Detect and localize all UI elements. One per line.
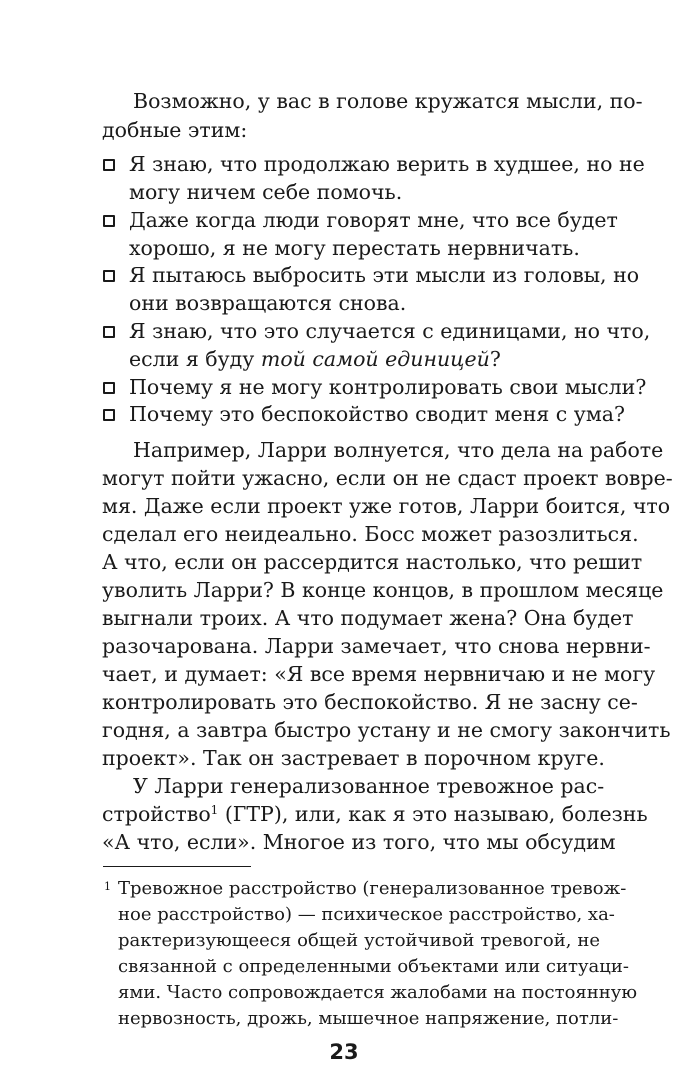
footnote-line-3: рактеризующееся общей устойчивой тревогой, не [118, 930, 600, 951]
checklist-item-1-line-2: могу ничем себе помочь. [129, 180, 403, 204]
checklist-item-4-emphasis: той самой единицей [260, 347, 490, 371]
paragraph-1-line-6: уволить Ларри? В конце концов, в прошлом месяце [102, 578, 664, 602]
paragraph-2-line-2-rest: (ГТР), или, как я это называю, болезнь [218, 802, 648, 826]
checklist-item-4-text: если я буду [129, 347, 261, 371]
footnote-line-1: Тревожное расстройство (генерализованное тревож- [118, 878, 627, 899]
paragraph-1-line-7: выгнали троих. А что подумает жена? Она будет [102, 606, 634, 630]
checkbox-icon [103, 382, 115, 394]
footnote-line-2: ное расстройство) — психическое расстройство, ха- [118, 904, 615, 925]
paragraph-1-line-11: годня, а завтра быстро устану и не смогу закончить [102, 718, 671, 742]
checklist-item-4-line-2 [129, 345, 600, 373]
checkbox-icon [103, 326, 115, 338]
checkbox-icon [103, 409, 115, 421]
footnote-divider [103, 866, 251, 867]
footnote-marker: 1 [104, 880, 111, 893]
paragraph-1-line-12: проект». Так он застревает в порочном круге. [102, 746, 605, 770]
checklist-item-4-line-1: Я знаю, что это случается с единицами, но что, [129, 319, 651, 343]
footnote-line-6: нервозность, дрожь, мышечное напряжение, потли- [118, 1008, 619, 1029]
intro-line-1: Возможно, у вас в голове кружатся мысли, по- [133, 89, 643, 113]
checklist-item-4-question-mark: ? [489, 347, 501, 371]
checkbox-icon [103, 215, 115, 227]
intro-line-2: добные этим: [102, 118, 248, 142]
paragraph-2-line-3: «А что, если». Многое из того, что мы обсудим [102, 830, 616, 854]
checklist-item-2-line-1: Даже когда люди говорят мне, что все будет [129, 208, 618, 232]
paragraph-1-line-4: сделал его неидеально. Босс может разозлиться. [102, 522, 639, 546]
paragraph-1-line-8: разочарована. Ларри замечает, что снова нервни- [102, 634, 651, 658]
footnote-reference: 1 [210, 803, 219, 817]
paragraph-2-line-2 [102, 800, 648, 828]
checkbox-icon [103, 270, 115, 282]
checklist-item-5: Почему я не могу контролировать свои мысли? [129, 375, 647, 399]
checklist-item-6: Почему это беспокойство сводит меня с ума? [129, 402, 626, 426]
footnote-line-5: ями. Часто сопровождается жалобами на постоянную [118, 982, 638, 1003]
checkbox-icon [103, 159, 115, 171]
page-number: 23 [329, 1040, 359, 1064]
paragraph-1-line-1: Например, Ларри волнуется, что дела на работе [133, 438, 664, 462]
paragraph-1-line-3: мя. Даже если проект уже готов, Ларри боится, что [102, 494, 671, 518]
paragraph-1-line-10: контролировать это беспокойство. Я не засну се- [102, 690, 638, 714]
paragraph-2-line-2-text: стройство [102, 802, 211, 826]
checklist-item-1-line-1: Я знаю, что продолжаю верить в худшее, но не [129, 152, 645, 176]
paragraph-2-line-1: У Ларри генерализованное тревожное рас- [133, 774, 605, 798]
paragraph-1-line-5: А что, если он рассердится настолько, что решит [102, 550, 643, 574]
checklist-item-3-line-1: Я пытаюсь выбросить эти мысли из головы, но [129, 263, 640, 287]
checklist-item-2-line-2: хорошо, я не могу перестать нервничать. [129, 236, 580, 260]
paragraph-1-line-2: могут пойти ужасно, если он не сдаст проект вовре- [102, 466, 673, 490]
footnote-line-4: связанной с определенными объектами или ситуаци- [118, 956, 629, 977]
checklist-item-3-line-2: они возвращаются снова. [129, 291, 407, 315]
paragraph-1-line-9: чает, и думает: «Я все время нервничаю и не могу [102, 662, 656, 686]
